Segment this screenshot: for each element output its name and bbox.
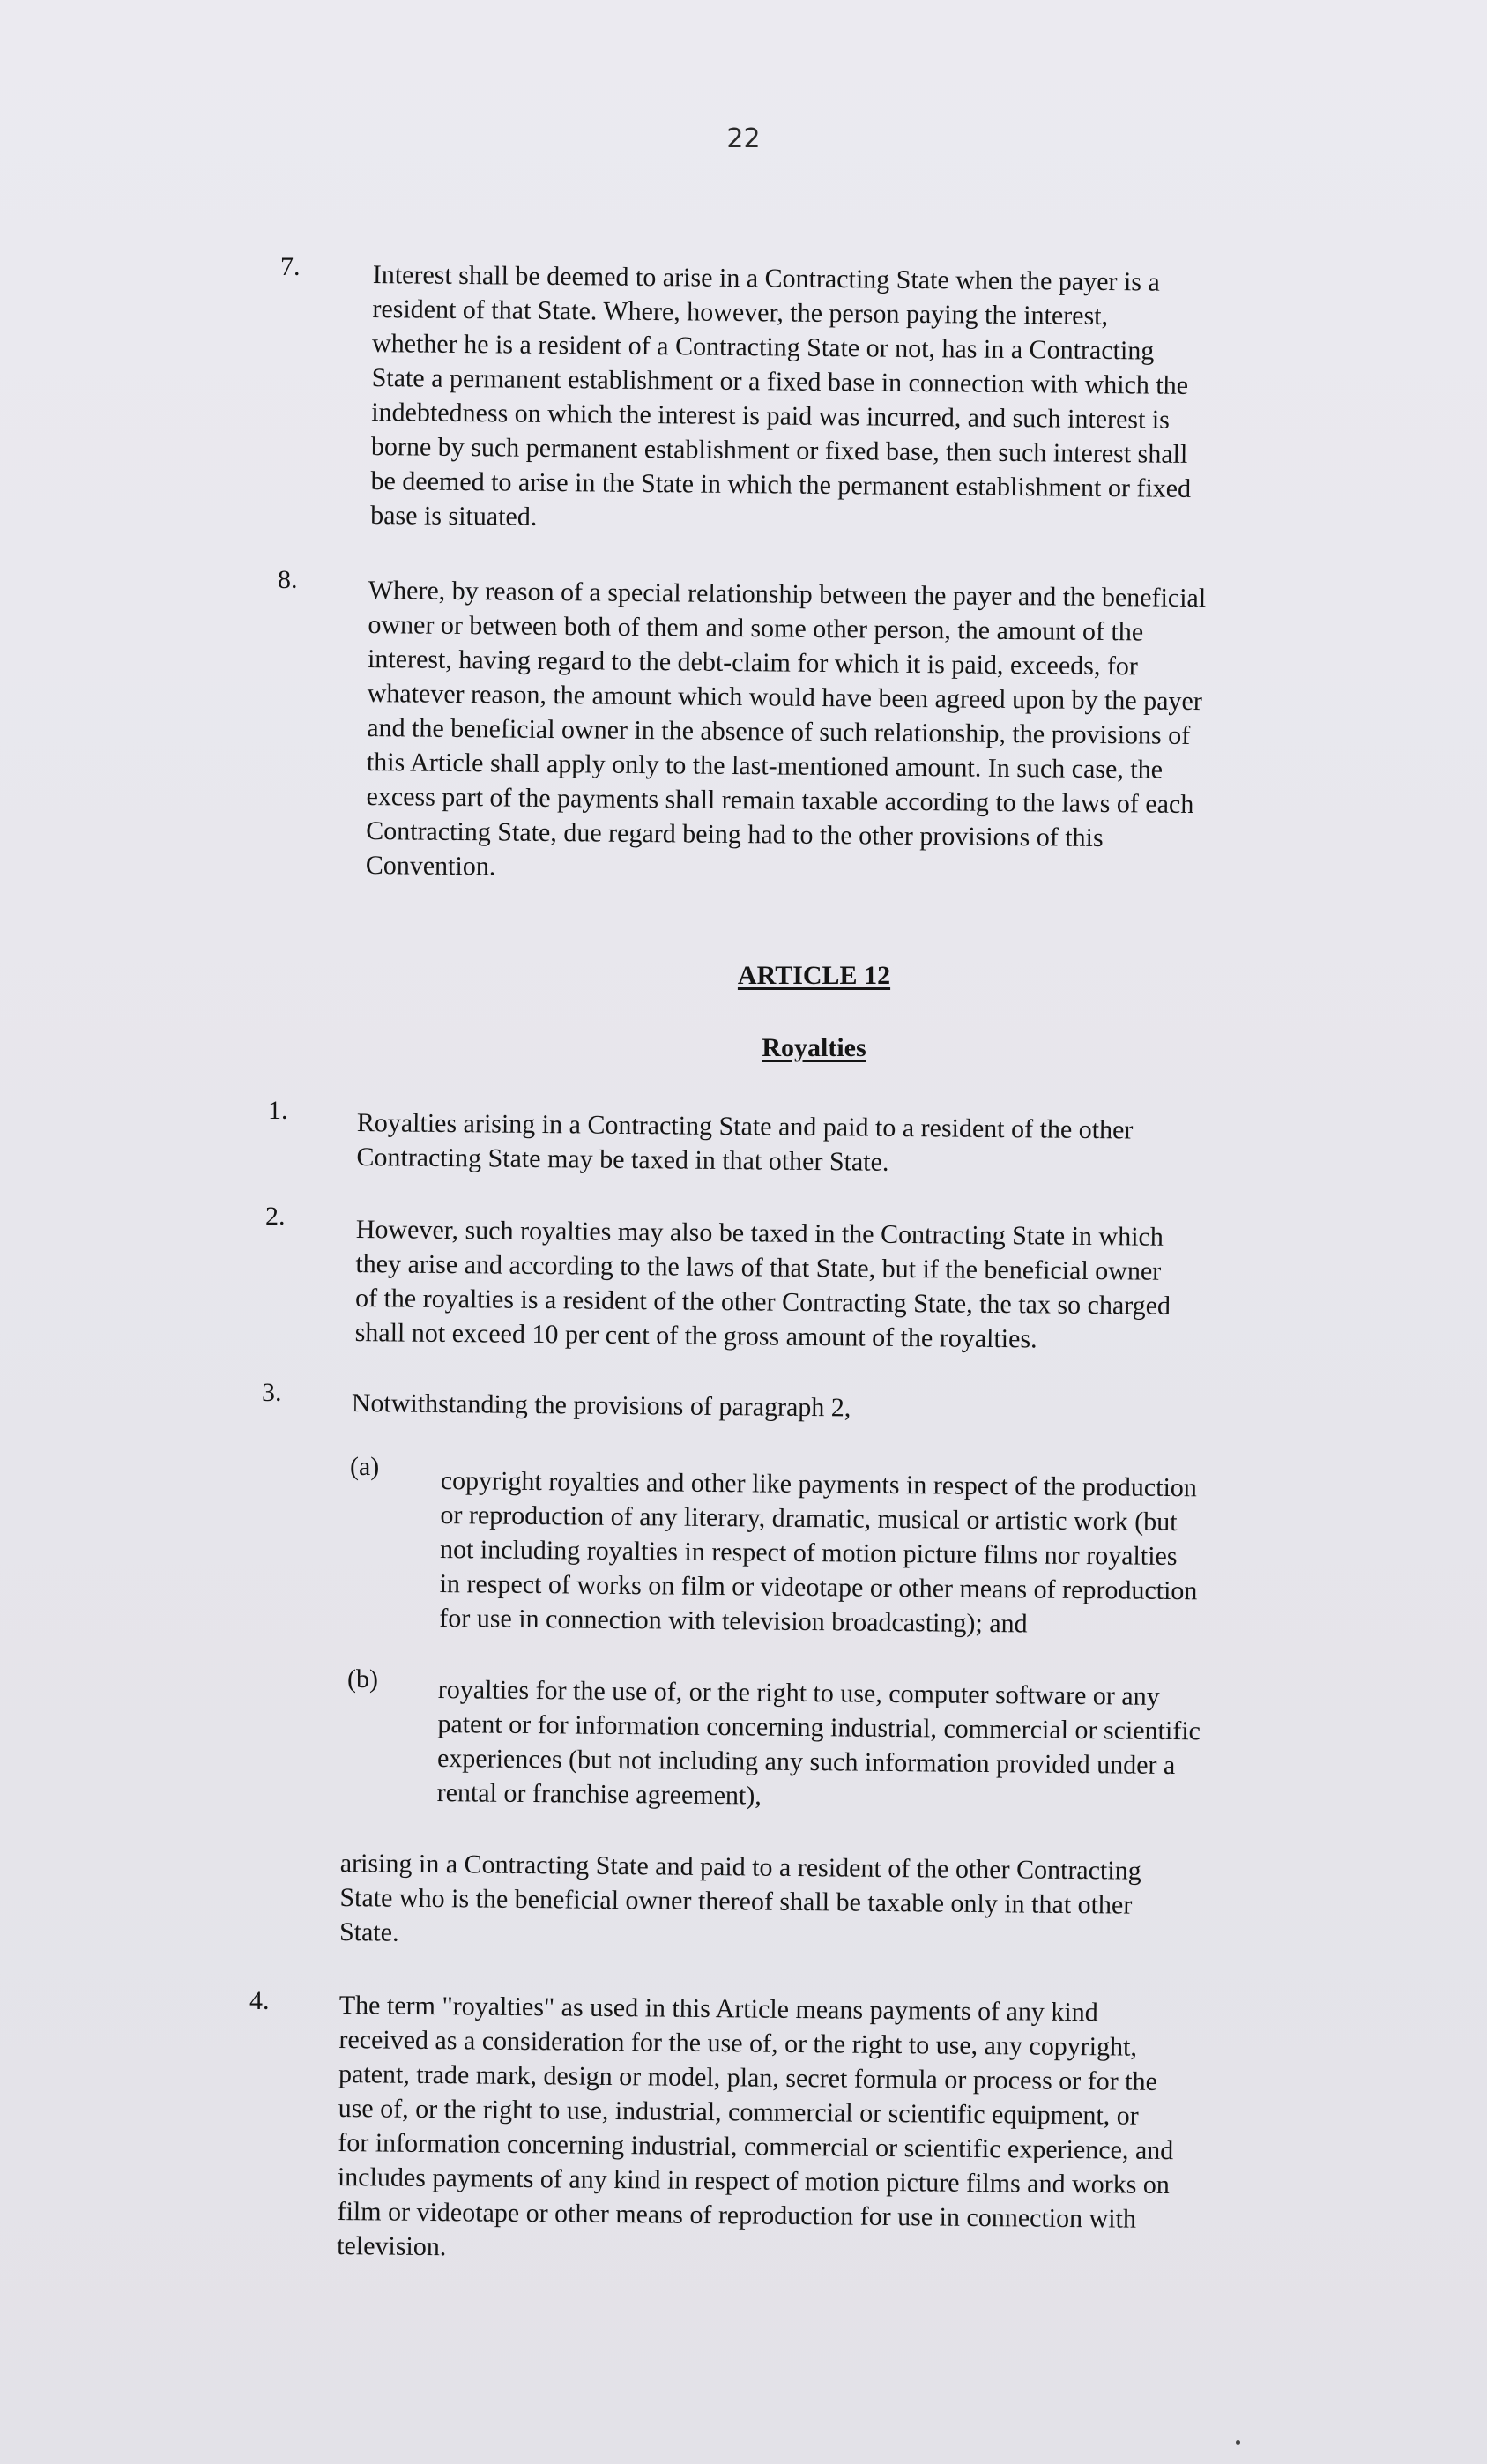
text-line: patent or for information concerning industrial, commercial or scientific — [437, 1708, 1201, 1746]
text-line: experiences (but not including any such information provided under a — [436, 1743, 1176, 1781]
text-line: indebtedness on which the interest is paid was incurred, and such interest is — [371, 397, 1171, 435]
article-subheading: Royalties — [762, 1033, 866, 1062]
text-line: Royalties arising in a Contracting State and paid to a resident of the other — [356, 1107, 1134, 1145]
text-line: they arise and according to the laws of that State, but if the beneficial owner — [355, 1248, 1162, 1286]
para-4-number: 4. — [249, 1986, 270, 2015]
text-line: patent, trade mark, design or model, plan, secret formula or process or for the — [338, 2058, 1158, 2096]
text-line: State who is the beneficial owner thereof shall be taxable only in that other — [339, 1882, 1133, 1920]
para-2-number: 2. — [265, 1202, 286, 1231]
text-line: for information concerning industrial, commercial or scientific experience, and — [338, 2127, 1174, 2166]
text-line: Contracting State, due regard being had to the other provisions of this — [366, 815, 1104, 853]
text-line: State a permanent establishment or a fixed base in connection with which the — [371, 362, 1189, 400]
para-3a-text — [439, 1463, 1199, 1642]
para-3-number: 3. — [262, 1378, 282, 1407]
text-line: television. — [337, 2230, 447, 2262]
para-7-number: 7. — [280, 252, 301, 281]
text-line: rental or franchise agreement), — [436, 1777, 762, 1811]
text-line: received as a consideration for the use of, or the right to use, any copyright, — [338, 2024, 1138, 2062]
page-number: 22 — [726, 123, 761, 154]
para-1-text — [356, 1105, 1133, 1181]
text-line: Interest shall be deemed to arise in a Contracting State when the payer is a — [372, 259, 1160, 297]
text-line: resident of that State. Where, however, the person paying the interest, — [372, 294, 1109, 331]
para-3a-label: (a) — [350, 1452, 380, 1481]
text-line: and the beneficial owner in the absence of such relationship, the provisions of — [367, 712, 1191, 750]
text-line: Contracting State may be taxed in that other State. — [356, 1142, 889, 1177]
text-line: shall not exceed 10 per cent of the gross amount of the royalties. — [354, 1317, 1037, 1354]
text-line: for use in connection with television broadcasting); and — [439, 1603, 1028, 1639]
text-line: whatever reason, the amount which would have been agreed upon by the payer — [367, 678, 1202, 717]
text-line: this Article shall apply only to the last-mentioned amount. In such case, the — [366, 747, 1164, 785]
para-7-text — [370, 257, 1193, 540]
text-line: State. — [338, 1917, 399, 1947]
text-line: use of, or the right to use, industrial, commercial or scientific equipment, or — [338, 2093, 1139, 2131]
text-line: be deemed to arise in the State in which the permanent establishment or fixed — [370, 465, 1192, 503]
text-line: The term "royalties" as used in this Article means payments of any kind — [338, 1990, 1098, 2028]
text-line: owner or between both of them and some other person, the amount of the — [368, 609, 1144, 647]
text-line: excess part of the payments shall remain taxable according to the laws of each — [366, 781, 1194, 819]
text-line: whether he is a resident of a Contracting State or not, has in a Contracting — [371, 328, 1155, 366]
text-line: copyright royalties and other like payments in respect of the production — [440, 1465, 1198, 1503]
para-8-number: 8. — [278, 565, 298, 594]
scan-speck — [1236, 2440, 1240, 2445]
para-3b-label: (b) — [347, 1664, 378, 1694]
para-3-continuation — [339, 1846, 1141, 1957]
text-line: However, such royalties may also be taxed in the Contracting State in which — [355, 1214, 1164, 1252]
para-1-number: 1. — [268, 1096, 288, 1125]
para-8-text — [366, 573, 1207, 890]
text-line: Where, by reason of a special relationship between the payer and the beneficial — [368, 575, 1207, 614]
text-line: in respect of works on film or videotape or other means of reproduction — [439, 1568, 1198, 1606]
text-line: interest, having regard to the debt-claim for which it is paid, exceeds, for — [367, 644, 1139, 681]
para-2-text — [355, 1212, 1171, 1358]
text-line: base is situated. — [370, 500, 538, 532]
text-line: arising in a Contracting State and paid to a resident of the other Contracting — [339, 1848, 1141, 1886]
text-line: Convention. — [365, 850, 496, 882]
para-3b-text — [437, 1672, 1201, 1817]
text-line: of the royalties is a resident of the other Contracting State, the tax so charged — [354, 1283, 1171, 1321]
text-line: includes payments of any kind in respect of motion picture films and works on — [337, 2162, 1171, 2200]
para-4-text — [337, 1988, 1175, 2271]
text-line: film or videotape or other means of reproduction for use in connection with — [337, 2196, 1137, 2234]
text-line: not including royalties in respect of motion picture films nor royalties — [439, 1534, 1178, 1572]
text-line: or reproduction of any literary, dramatic, musical or artistic work (but — [440, 1500, 1178, 1537]
text-line: borne by such permanent establishment or fixed base, then such interest shall — [370, 431, 1188, 469]
article-heading: ARTICLE 12 — [737, 961, 891, 990]
text-line: royalties for the use of, or the right to use, computer software or any — [437, 1674, 1160, 1711]
text-line: Notwithstanding the provisions of paragraph 2, — [351, 1388, 851, 1423]
para-3-text — [352, 1386, 851, 1425]
